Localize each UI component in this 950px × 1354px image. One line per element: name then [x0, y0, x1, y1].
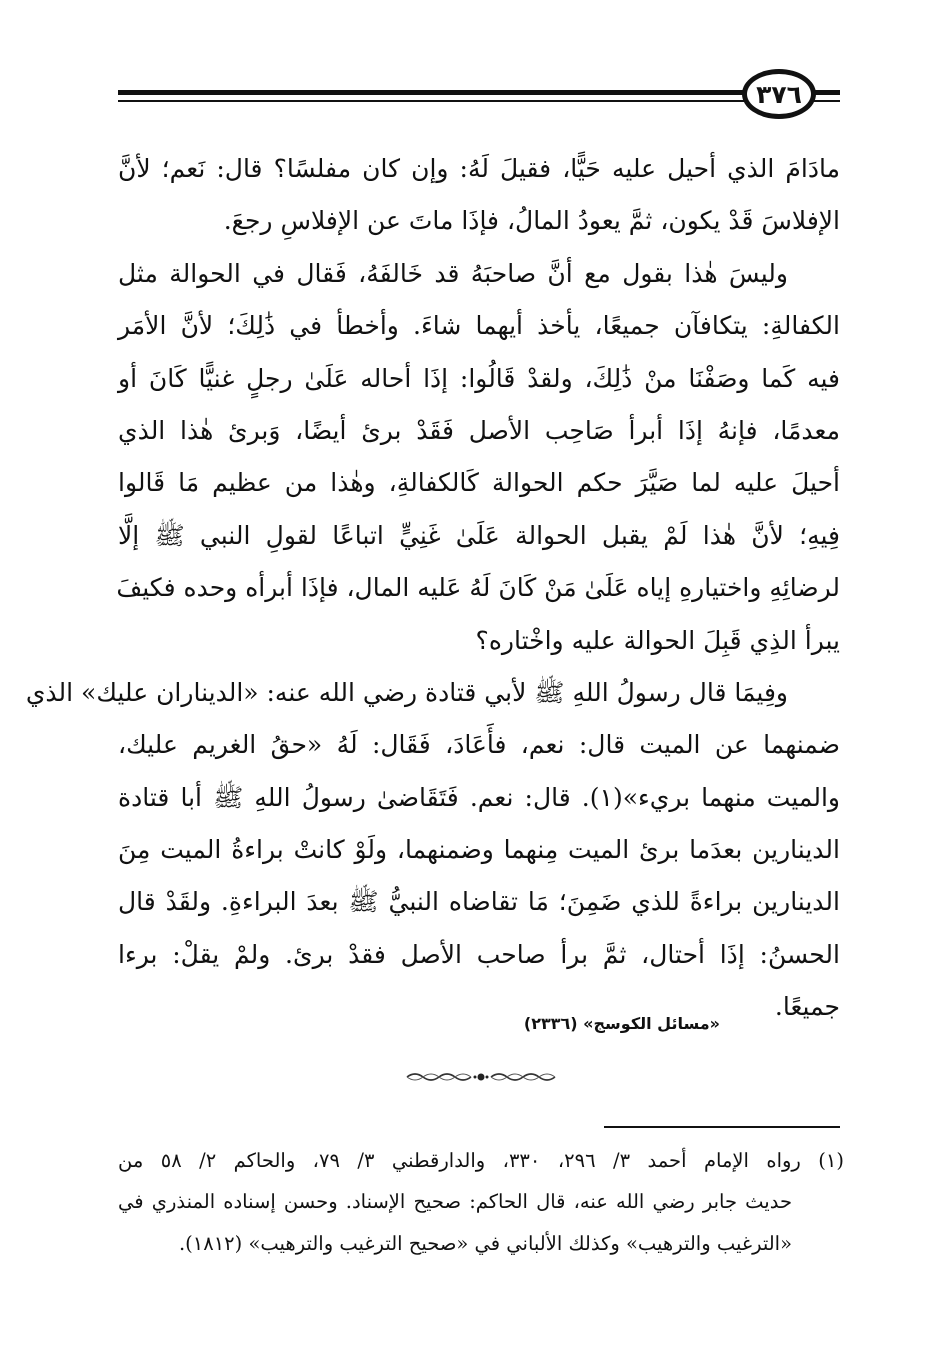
page-number: ٣٧٦ [742, 69, 816, 119]
body-line: فيه كَما وصَفْنَا منْ ذَٰلِكَ، ولقدْ قَالُوا: إذَا أحاله عَلَىٰ رجلٍ غنيًّا كَانَ أو [118, 363, 840, 393]
header-rule-thin [118, 100, 840, 102]
footnote-line: حديث جابر رضي الله عنه، قال الحاكم: صحيح الإسناد. وحسن إسناده المنذري في [118, 1190, 792, 1214]
body-line: ضمنهما عن الميت قال: نعم، فأَعَادَ، فَقَال: لَهُ «حقُ الغريم عليك، [118, 730, 840, 760]
body-line: الحسنُ: إذَا أحتال، ثمَّ برأ صاحب الأصل فقدْ برئ. ولمْ يقلْ: برءا [118, 939, 840, 969]
body-line: الكفالةِ: يتكافآن جميعًا، يأخذ أيهما شاءَ. وأخطأ في ذَٰلِكَ؛ لأنَّ الأمَر [118, 311, 840, 341]
body-line: مادَامَ الذي أحيل عليه حَيًّا، فقيلَ لَهُ: وإن كان مفلسًا؟ قال: نَعم؛ لأنَّ [118, 154, 840, 183]
header-rule-thick [118, 90, 840, 95]
body-line: الدينارين بعدَما برئ الميت مِنهما وضمنهما، ولَوْ كانتْ براءةُ الميت مِنَ [118, 835, 840, 865]
footnotes [118, 1140, 844, 1264]
footnote-line: «الترغيب والترهيب» وكذلك الألباني في «صحيح الترغيب والترهيب» (١٨١٢). [178, 1231, 792, 1255]
body-line: أحيلَ عليه لما صَيَّرَ حكم الحوالة كَالكفالةِ، وهٰذا من عظيم مَا قَالوا [118, 468, 840, 498]
body-line: لرضائِهِ واختيارهِ إياه عَلَىٰ مَنْ كَانَ لَهُ عَليه المال، فإذَا أبرأه وحده فكيفَ [116, 573, 840, 603]
main-text [25, 143, 840, 1034]
body-line: والميت منهما بريء»(١). قال: نعم. فَتَقَاضىٰ رسولُ اللهِ ﷺ أبا قتادة [118, 782, 840, 812]
section-ornament [405, 1070, 557, 1084]
body-line: وفِيمَا قال رسولُ اللهِ ﷺ لأبي قتادة رضي الله عنه: «الديناران عليك» الذي [25, 677, 788, 707]
source-reference: «مسائل الكوسج» (٢٣٣٦) [523, 1014, 720, 1033]
footnote-line: (١) رواه الإمام أحمد ٣/ ٢٩٦، ٣٣٠، والدارقطني ٣/ ٧٩، والحاكم ٢/ ٥٨ من [118, 1149, 845, 1172]
body-line: يبرأ الذِي قَبِلَ الحوالة عليه واخْتاره؟ [475, 625, 840, 655]
body-line: الإفلاسَ قَدْ يكون، ثمَّ يعودُ المالُ، فإذَا ماتَ عن الإفلاسِ رجعَ. [223, 206, 840, 236]
body-line: جميعًا. [774, 992, 840, 1022]
body-line: فِيهِ؛ لأنَّ هٰذا لَمْ يقبل الحوالة عَلَىٰ غَنِيٍّ اتباعًا لقولِ النبي ﷺ إلَّا [118, 520, 840, 550]
body-line: معدمًا، فإنهُ إذَا أبرأ صَاحِب الأصل فَقَدْ برئ أيضًا، وَبرئ هٰذا الذي [118, 415, 840, 445]
body-line: وليسَ هٰذا بقول مع أنَّ صاحبَهُ قد خَالفَهُ، فَقال في الحوالة مثل [118, 258, 788, 288]
footnote-separator [604, 1126, 840, 1128]
body-line: الدينارين براءةً للذي ضَمِنَ؛ مَا تقاضاه النبيُّ ﷺ بعدَ البراءةِ. ولقَدْ قال [118, 887, 840, 917]
